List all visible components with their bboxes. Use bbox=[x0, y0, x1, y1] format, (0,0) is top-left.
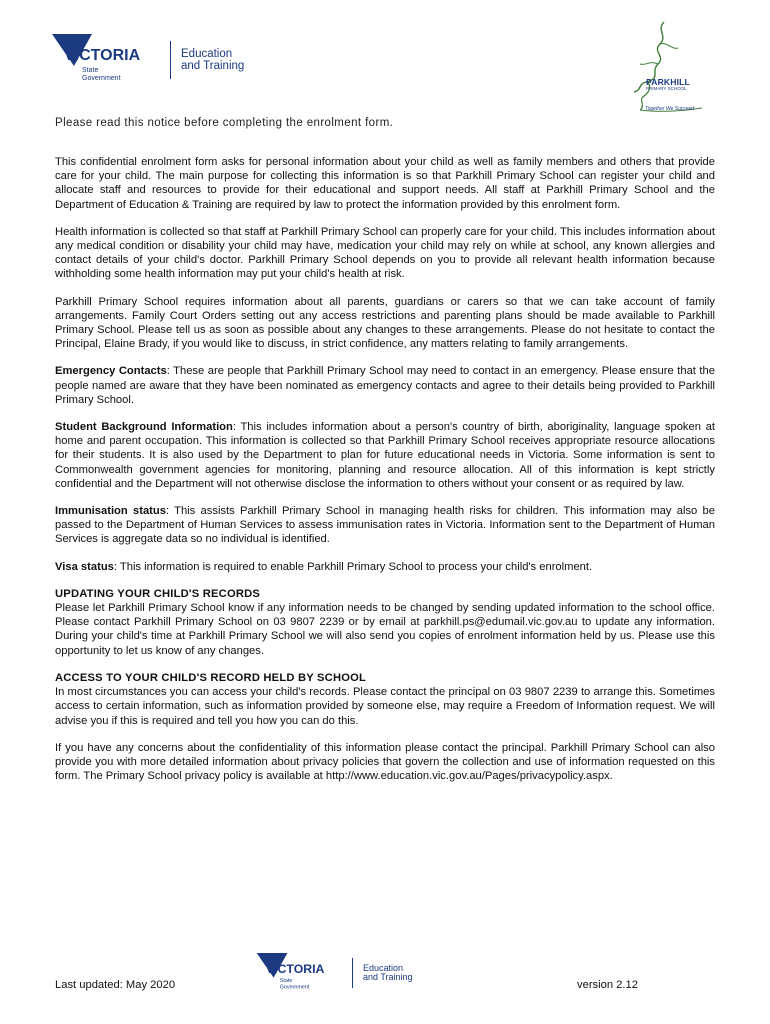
visa-text: : This information is required to enable Parkhill Primary School to process your child's enrolment. bbox=[113, 560, 593, 573]
edu-line-1: Education bbox=[181, 47, 233, 60]
paragraph-health: Health information is collected so that staff at Parkhill Primary School can properly care for your child. This includes information about any medical condition or disability your child may have, medication your child may rely on while at school, any known allergies and contact details of your child's doctor. Parkhill Primary School depends on you to provide all relevant health information because withholding some health information may put your child's health at risk. bbox=[55, 225, 715, 281]
paragraph-purpose: This confidential enrolment form asks for personal information about your child as well as family members and others that provide care for your child. The main purpose for collecting this information is so that Parkhill Primary School can register your child and allocate staff and resources to provide for their educational and support needs. All staff at Parkhill Primary School and the Department of Education & Training are required by law to protect the information provided by this enrolment form. bbox=[55, 156, 715, 211]
school-subtitle: PRIMARY SCHOOL bbox=[646, 86, 687, 91]
edu-line-2: and Training bbox=[363, 972, 413, 982]
immunisation-heading: Immunisation status bbox=[55, 505, 166, 518]
logo-divider bbox=[170, 41, 171, 79]
school-motto: Together We Succeed bbox=[645, 106, 695, 112]
education-training-text bbox=[363, 964, 413, 983]
paragraph-background bbox=[55, 420, 715, 491]
education-training-text bbox=[181, 48, 244, 72]
emergency-contacts-heading: Emergency Contacts bbox=[55, 365, 167, 378]
paragraph-emergency bbox=[55, 364, 715, 407]
school-name: PARKHILL bbox=[646, 77, 690, 87]
emergency-contacts-text: : These are people that Parkhill Primary School may need to contact in an emergency. Please ensure that the people named are aware that they have been nominated as emergency contacts and agree to their details being provided to Parkhill Primary School. bbox=[55, 365, 715, 406]
paragraph-family: Parkhill Primary School requires information about all parents, guardians or carers so that we can take account of family arrangements. Family Court Orders setting out any access restrictions and parenting plans should be made available to Parkhill Primary School. Please tell us as soon as possible about any changes to these arrangements. Please do not hesitate to contact the Principal, Elaine Brady, if you would like to discuss, in strict confidence, any matters relating to family arrangements. bbox=[55, 295, 715, 351]
immunisation-text: : This assists Parkhill Primary School in managing health risks for children. This information may also be passed to the Department of Human Services to assess immunisation rates in Victoria. Information sent to the Department of Human Services is aggregate data so no individual is identified. bbox=[55, 505, 715, 546]
background-text: : This includes information about a person's country of birth, aboriginality, language spoken at home and parent occupation. This information is collected so that Parkhill Primary School receives appropriate resource allocations for their students. It is also used by the Department to plan for future educational needs in Victoria. Some information is sent to Commonwealth government agencies for monitoring, planning and resource allocation. All of this information is kept strictly confidential and the Department will not otherwise disclose the information to others without your consent or as required by law. bbox=[55, 421, 715, 490]
updating-records-text: Please let Parkhill Primary School know if any information needs to be changed by sending updated information to the school office. Please contact Parkhill Primary School on 03 9807 2239 or by email at parkhill.ps@edumail.vic.gov.au to update any information. During your child's time at Parkhill Primary School we will also send you copies of enrolment information held by us. Please use this opportunity to let us know of any changes. bbox=[55, 602, 715, 657]
background-heading: Student Background Information bbox=[55, 421, 233, 434]
notice-heading: Please read this notice before completing the enrolment form. bbox=[55, 117, 394, 129]
paragraph-updating bbox=[55, 587, 715, 658]
visa-heading: Visa status bbox=[55, 560, 114, 573]
svg-text:VICTORIA: VICTORIA bbox=[64, 47, 141, 64]
paragraph-visa bbox=[55, 560, 715, 574]
parkhill-tree-logo-icon bbox=[616, 20, 712, 120]
vic-education-logo bbox=[52, 34, 244, 86]
paragraph-immunisation bbox=[55, 504, 715, 547]
version-label: version 2.12 bbox=[577, 979, 638, 991]
access-records-heading: ACCESS TO YOUR CHILD'S RECORD HELD BY SCHOOL bbox=[55, 671, 367, 684]
vic-education-logo-footer bbox=[254, 953, 413, 993]
victoria-state-government-logo-icon bbox=[52, 34, 162, 86]
updating-records-heading: UPDATING YOUR CHILD'S RECORDS bbox=[55, 587, 261, 600]
paragraph-access bbox=[55, 671, 715, 728]
victoria-state-government-logo-icon bbox=[254, 953, 344, 993]
last-updated: Last updated: May 2020 bbox=[55, 979, 176, 991]
logo-divider bbox=[352, 958, 353, 988]
svg-text:State: State bbox=[82, 67, 99, 74]
edu-line-2: and Training bbox=[181, 60, 245, 72]
edu-line-1: Education bbox=[363, 962, 404, 973]
svg-text:Government: Government bbox=[82, 75, 121, 82]
paragraph-concerns: If you have any concerns about the confidentiality of this information please contact the principal. Parkhill Primary School can also provide you with more detailed information about privacy policies that govern the collection and use of information requested on this form. The Primary School privacy policy is available at http://www.education.vic.gov.au/Pages/privacypolicy.aspx. bbox=[55, 741, 715, 783]
svg-text:Government: Government bbox=[279, 984, 310, 991]
privacy-notice-body bbox=[55, 155, 715, 796]
svg-text:State: State bbox=[279, 978, 293, 985]
svg-text:VICTORIA: VICTORIA bbox=[265, 962, 325, 976]
access-records-text: In most circumstances you can access your child's records. Please contact the principal on 03 9807 2239 to arrange this. Sometimes access to certain information, such as information provided by someone else, may require a Freedom of Information request. We will advise you if this is required and tell you how you can do this. bbox=[55, 686, 715, 727]
